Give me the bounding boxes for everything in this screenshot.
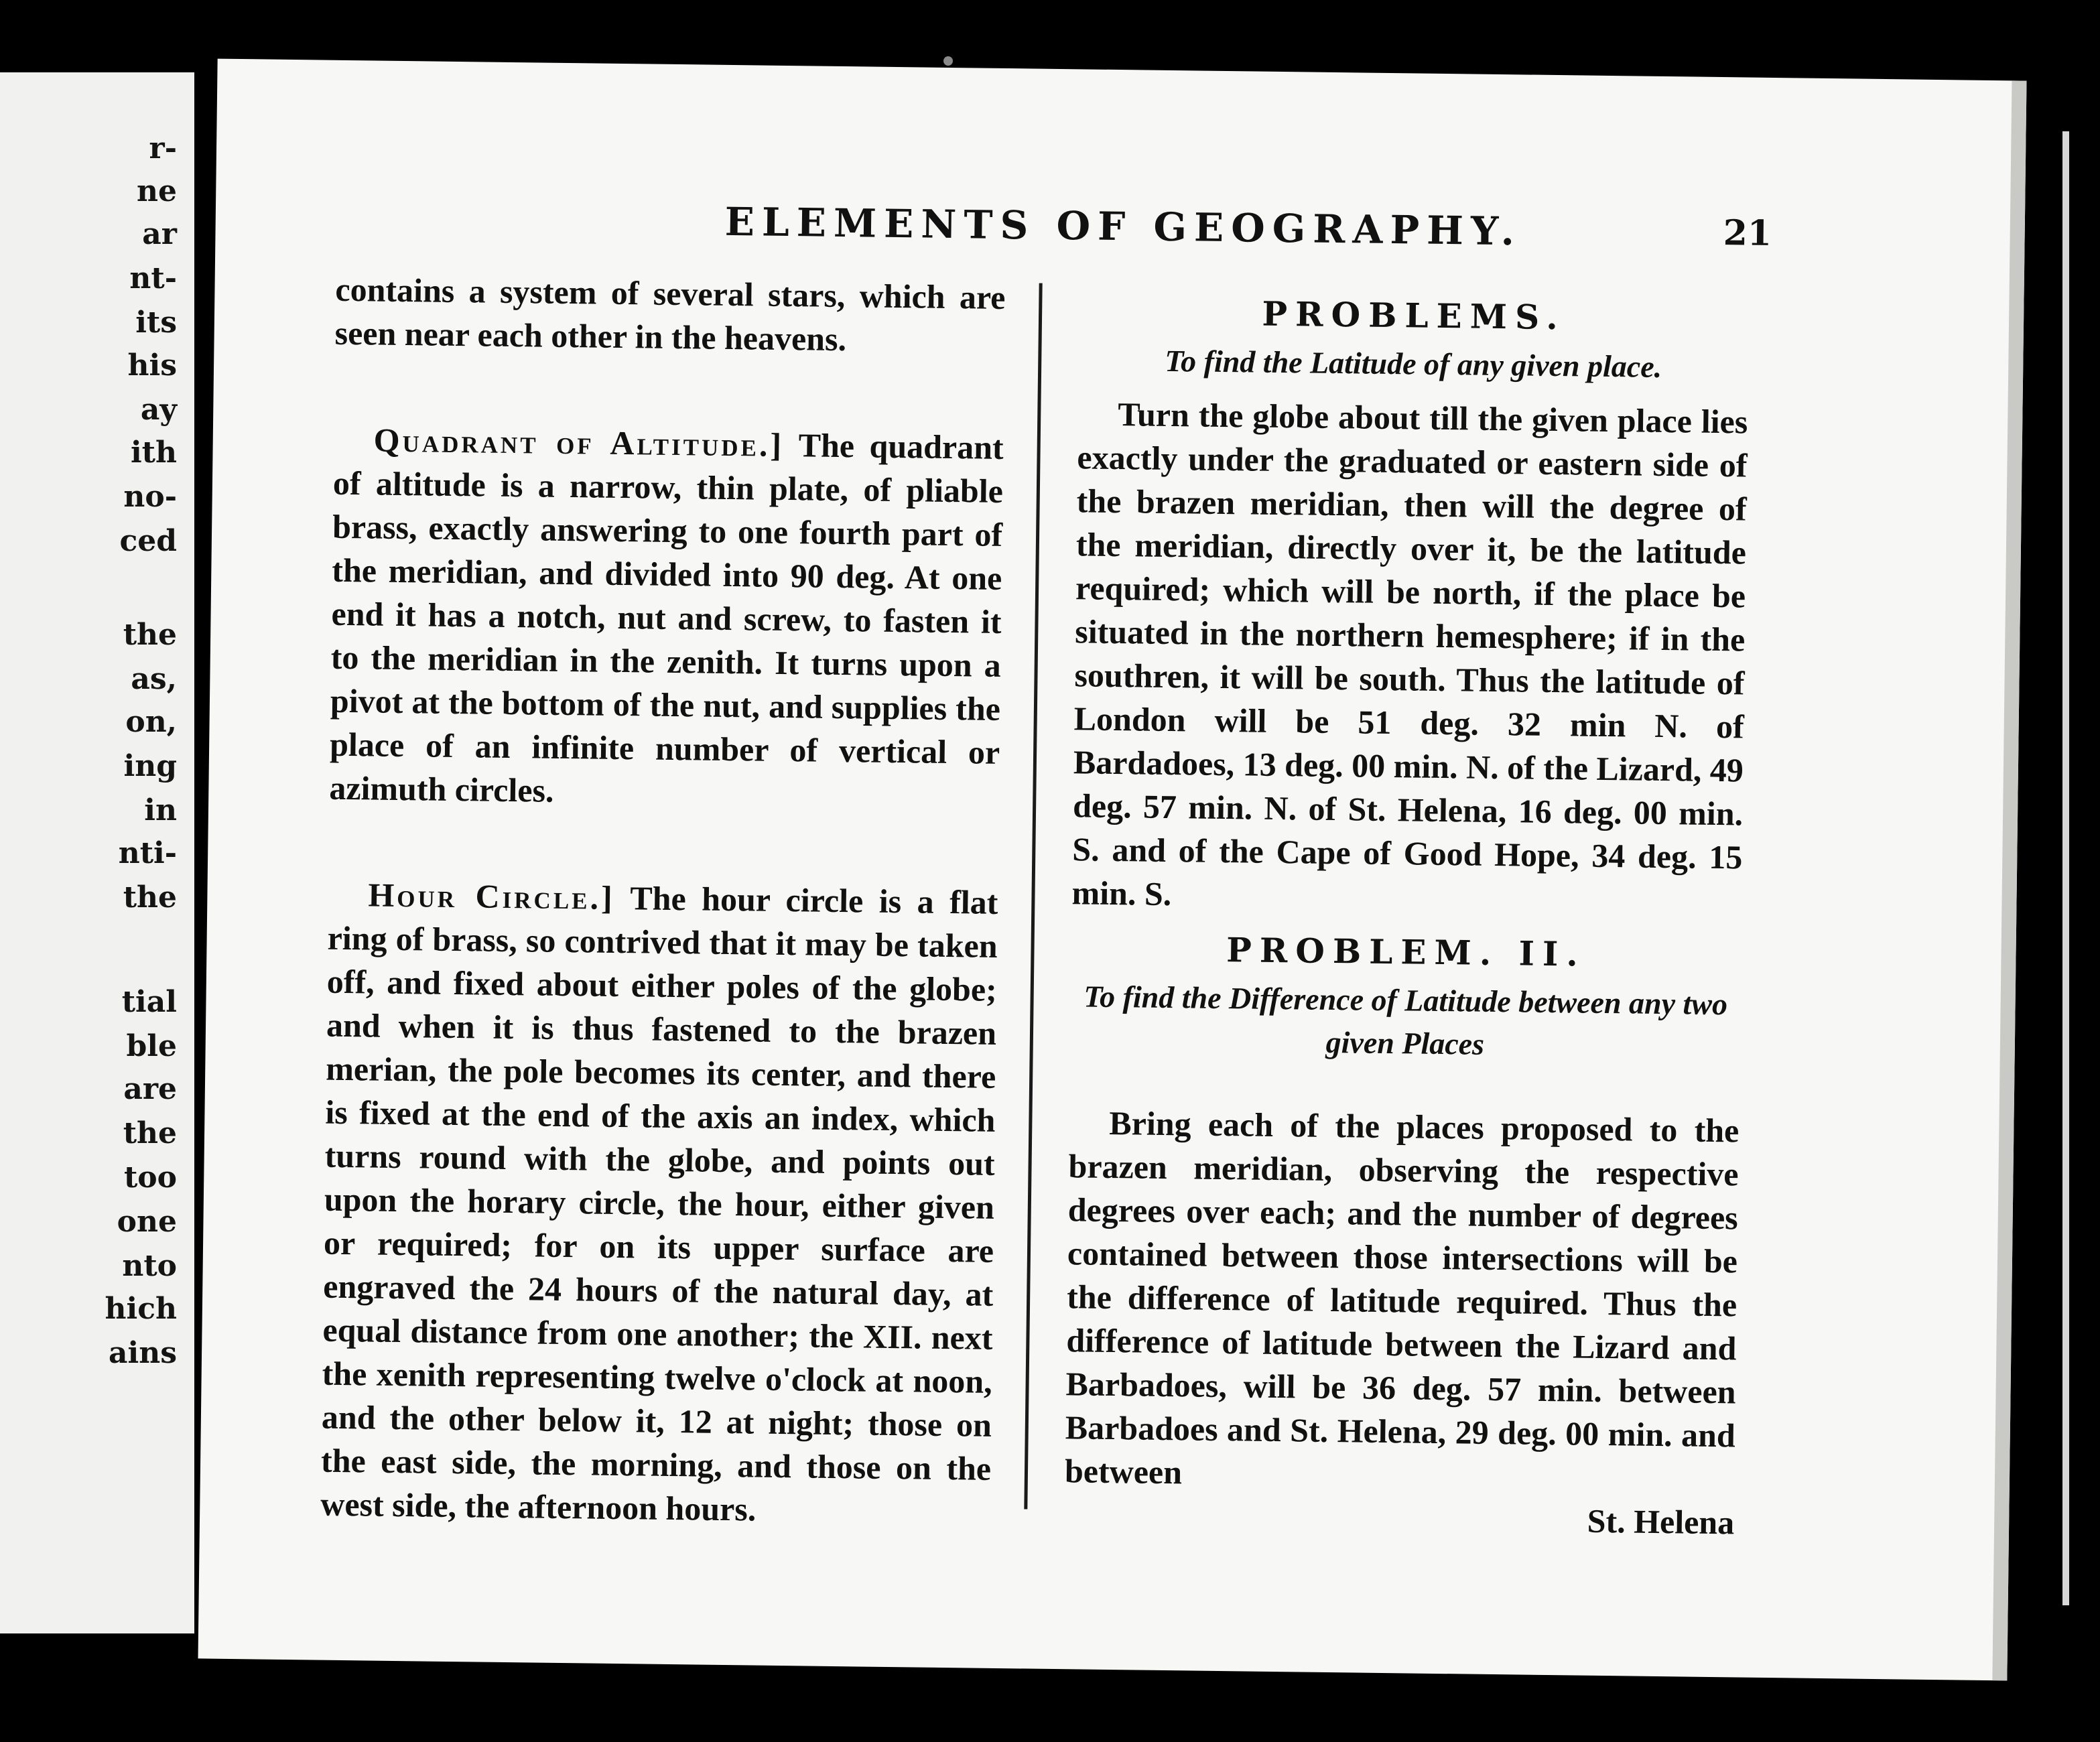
dust-speck bbox=[943, 56, 953, 66]
problem-two-text: Bring each of the places proposed to the brazen meridian, observing the respective degrees over each; and the number of degrees contained between those intersections will be the difference of latitude required. Thus the difference of latitude between the Lizard and Barbadoes, will be 36 deg. 57 min. between Barbadoes and St. Helena, 29 deg. 00 min. and between bbox=[1064, 1103, 1740, 1491]
book-page bbox=[198, 59, 2027, 1681]
previous-page-line-ending: ar bbox=[142, 217, 177, 251]
catchword: St. Helena bbox=[1587, 1501, 1735, 1542]
previous-page-line-ending: nto bbox=[122, 1249, 177, 1283]
left-column bbox=[320, 268, 1006, 1534]
previous-page-line-ending: ains bbox=[109, 1336, 177, 1370]
page-number: 21 bbox=[1723, 212, 1772, 254]
previous-page-line-ending: on, bbox=[125, 705, 177, 739]
problem-two-title: PROBLEM. II. bbox=[1226, 930, 1587, 974]
previous-page-line-ending: ing bbox=[123, 749, 177, 783]
previous-page-line-ending: one bbox=[117, 1205, 177, 1239]
previous-page-line-ending: ced bbox=[119, 524, 177, 558]
problem-one-subtitle: To find the Latitude of any given place. bbox=[1165, 343, 1662, 384]
previous-page-line-ending: too bbox=[123, 1160, 177, 1195]
previous-page-line-ending: nti- bbox=[118, 836, 177, 870]
right-column bbox=[1064, 285, 1750, 1544]
hour-circle-text: The hour circle is a flat ring of brass, so contrived that it may be taken off, and fixed about either poles of the globe; and when it is thus fastened to the brazen merian, the pole becomes its center, and there is fixed at the end of the axis an index, which turns round with the globe, and points out upon the horary circle, the hour, either given or required; for on its upper surface are engraved the 24 hours of the natural day, at equal distance from one another; the XII. next the xenith representing twelve o'clock at noon, and the other below it, 12 at night; those on the east side, the morning, and those on the west side, the afternoon hours. bbox=[320, 879, 998, 1528]
previous-page-line-ending: no- bbox=[123, 480, 177, 514]
problem-two-subtitle: To find the Difference of Latitude between any two given Places bbox=[1083, 979, 1728, 1061]
scanner-frame-line bbox=[2062, 131, 2069, 1605]
page-edge bbox=[1992, 80, 2026, 1680]
problem-one-text: Turn the globe about till the given place lies exactly under the graduated or eastern side of the brazen meridian, then will the degree of the meridian, directly over it, be the latitude required; which will be north, if the place be situated in the northern hemesphere; if in the southren, it will be south. Thus the latitude of London will be 51 deg. 32 min N. of Bardadoes, 13 deg. 00 min. N. of the Lizard, 49 deg. 57 min. N. of St. Helena, 16 deg. 00 min. S. and of the Cape of Good Hope, 34 deg. 15 min. S. bbox=[1071, 395, 1748, 913]
previous-page-line-ending: ne bbox=[137, 174, 177, 208]
hour-circle-heading: Hour Circle.] bbox=[368, 876, 616, 917]
opening-paragraph: contains a system of several stars, which are seen near each other in the heavens. bbox=[334, 270, 1006, 358]
previous-page-line-ending: are bbox=[123, 1072, 177, 1106]
previous-page-fragment bbox=[0, 72, 194, 1633]
previous-page-line-ending: ith bbox=[130, 436, 177, 470]
previous-page-line-ending: hich bbox=[105, 1292, 177, 1326]
previous-page-line-ending: the bbox=[123, 618, 177, 652]
previous-page-line-ending: r- bbox=[149, 131, 177, 165]
previous-page-line-ending: in bbox=[144, 793, 177, 827]
previous-page-line-ending: as, bbox=[131, 662, 177, 696]
quadrant-paragraph bbox=[329, 418, 1004, 818]
previous-page-line-ending: the bbox=[123, 1116, 177, 1150]
column-rule bbox=[1024, 283, 1042, 1510]
previous-page-line-ending: ay bbox=[140, 393, 177, 427]
quadrant-heading: Quadrant of Altitude.] bbox=[373, 421, 785, 464]
previous-page-line-ending: his bbox=[127, 348, 177, 383]
hour-circle-paragraph bbox=[320, 873, 998, 1534]
quadrant-text: The quadrant of altitude is a narrow, thin plate, of pliable brass, exactly answering to one fourth part of the meridian, and divided into 90 deg. At one end it has a notch, nut and screw, to fasten it to the meridian in the zenith. It turns upon a pivot at the bottom of the nut, and supplies the place of an infinite number of vertical or azimuth circles. bbox=[329, 426, 1004, 809]
running-head: ELEMENTS OF GEOGRAPHY. bbox=[724, 198, 1522, 255]
problems-title: PROBLEMS. bbox=[1262, 293, 1567, 338]
previous-page-line-ending: ble bbox=[126, 1029, 177, 1063]
previous-page-line-ending: its bbox=[135, 306, 177, 340]
previous-page-line-ending: the bbox=[123, 880, 177, 915]
previous-page-line-ending: nt- bbox=[129, 261, 177, 295]
previous-page-line-ending: tial bbox=[121, 985, 177, 1019]
